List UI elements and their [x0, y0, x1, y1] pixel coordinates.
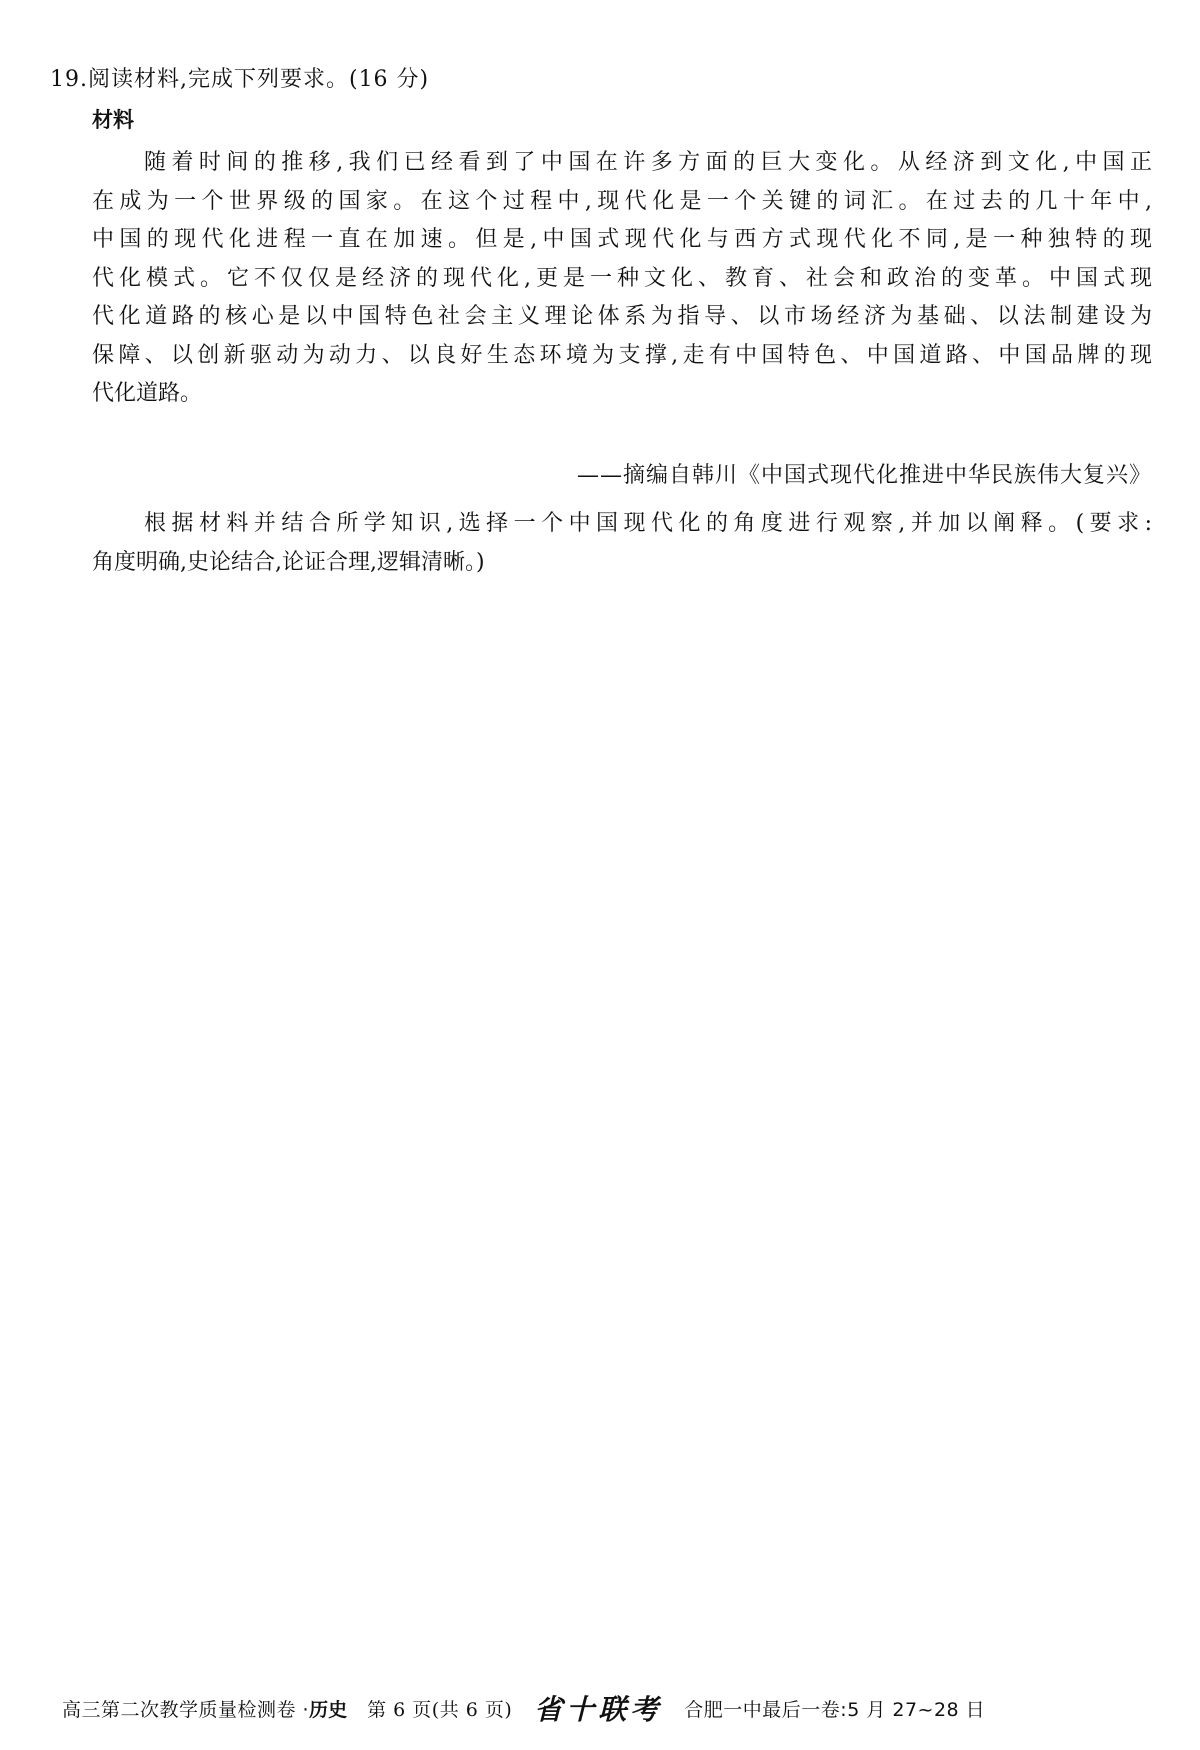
material-line: 随着时间的推移,我们已经看到了中国在许多方面的巨大变化。从经济到文化,中国正: [144, 150, 1152, 175]
footer-session-info: 合肥一中最后一卷:5 月 27~28 日: [684, 1698, 986, 1721]
material-line: 代化模式。它不仅仅是经济的现代化,更是一种文化、教育、社会和政治的变革。中国式现: [92, 265, 1152, 291]
material-line: 保障、以创新驱动为动力、以良好生态环境为支撑,走有中国特色、中国道路、中国品牌的现: [92, 342, 1152, 368]
task-line: 角度明确,史论结合,论证合理,逻辑清晰。): [92, 549, 485, 575]
material-passage: [92, 144, 1152, 414]
material-line: 代化道路。: [92, 381, 203, 406]
page-footer: [62, 1690, 1142, 1726]
question-title: 19.阅读材料,完成下列要求。(16 分): [50, 67, 430, 92]
footer-exam-name: 高三第二次教学质量检测卷 ·: [62, 1698, 310, 1721]
material-line: 在成为一个世界级的国家。在这个过程中,现代化是一个关键的词汇。在过去的几十年中,: [92, 188, 1152, 214]
material-line: 中国的现代化进程一直在加速。但是,中国式现代化与西方式现代化不同,是一种独特的现: [92, 227, 1152, 252]
footer-brand-logo: 省十联考: [534, 1693, 663, 1726]
task-line: 根据材料并结合所学知识,选择一个中国现代化的角度进行观察,并加以阐释。(要求:: [144, 511, 1152, 536]
material-heading: 材料: [92, 108, 134, 132]
footer-subject: 历史: [309, 1698, 348, 1721]
question-task: [92, 505, 1152, 582]
material-line: 代化道路的核心是以中国特色社会主义理论体系为指导、以市场经济为基础、以法制建设为: [92, 304, 1152, 329]
footer-page-info: 第 6 页(共 6 页): [367, 1698, 513, 1721]
material-source-citation: ——摘编自韩川《中国式现代化推进中华民族伟大复兴》: [576, 463, 1152, 488]
